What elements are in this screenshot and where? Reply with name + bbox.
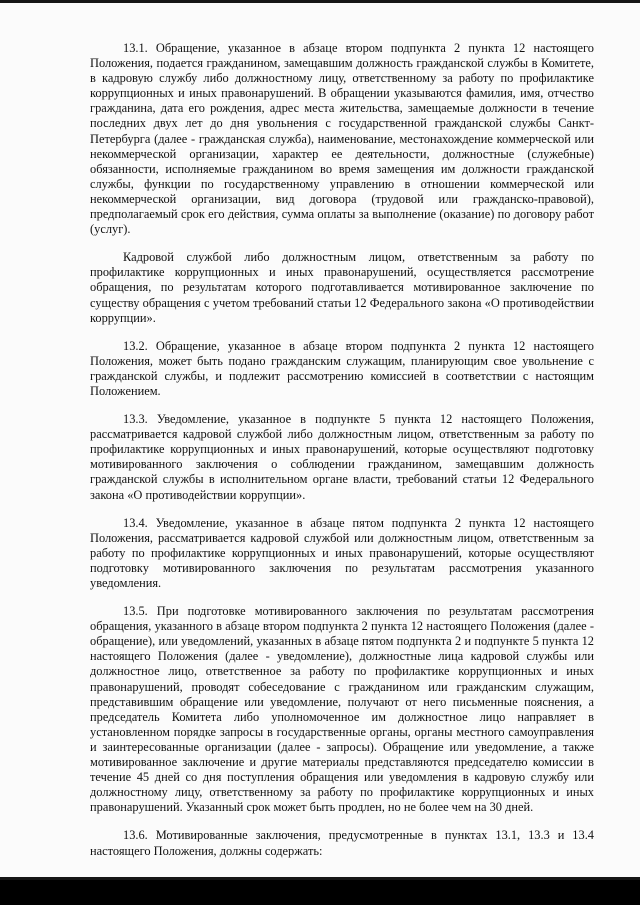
paragraph-13-6: 13.6. Мотивированные заключения, предусмотренные в пунктах 13.1, 13.3 и 13.4 настоящего Положения, должны содержать: <box>90 828 594 858</box>
scan-edge-top <box>0 0 640 3</box>
scan-edge-bottom <box>0 877 640 880</box>
document-body <box>90 41 594 859</box>
paragraph-13-3: 13.3. Уведомление, указанное в подпункте 5 пункта 12 настоящего Положения, рассматривается кадровой службой либо должностным лицом, ответственным за работу по профилактике коррупционных и иных правонарушений, которые осуществляют подготовку мотивированного заключения о соблюдении гражданином, замещавшим должность гражданской службы в исполнительном органе власти, требований статьи 12 Федерального закона «О противодействии коррупции». <box>90 412 594 502</box>
paragraph-13-5: 13.5. При подготовке мотивированного заключения по результатам рассмотрения обращения, указанного в абзаце втором подпункта 2 пункта 12 настоящего Положения (далее - обращение), или уведомлений, указанных в абзаце пятом подпункта 2 и подпункте 5 пункта 12 настоящего Положения (далее - уведомление), должностные лица кадровой службы или должностное лицо, ответственное за работу по профилактике коррупционных и иных правонарушений, проводят собеседование с гражданином или гражданским служащим, представившим обращение или уведомление, получают от него письменные пояснения, а председатель Комитета либо уполномоченное им должностное лицо направляет в установленном порядке запросы в государственные органы, органы местного самоуправления и заинтересованные организации (далее - запросы). Обращение или уведомление, а также мотивированное заключение и другие материалы представляются председателю комиссии в течение 45 дней со дня поступления обращения или уведомления в кадровую службу или должностному лицу, ответственному за работу по профилактике коррупционных и иных правонарушений. Указанный срок может быть продлен, но не более чем на 30 дней. <box>90 604 594 815</box>
paragraph-13-1: 13.1. Обращение, указанное в абзаце втором подпункта 2 пункта 12 настоящего Положения, подается гражданином, замещавшим должность гражданской службы в Комитете, в кадровую службу либо должностному лицу, ответственному за работу по профилактике коррупционных и иных правонарушений. В обращении указываются фамилия, имя, отчество гражданина, дата его рождения, адрес места жительства, замещаемые должности в течение последних двух лет до дня увольнения с государственной гражданской службы Санкт-Петербурга (далее - гражданская служба), наименование, местонахождение коммерческой или некоммерческой организации, характер ее деятельности, должностные (служебные) обязанности, исполняемые гражданином во время замещения им должности гражданской службы, функции по государственному управлению в отношении коммерческой или некоммерческой организации, вид договора (трудовой или гражданско-правовой), предполагаемый срок его действия, сумма оплаты за выполнение (оказание) по договору работ (услуг). <box>90 41 594 237</box>
paragraph-13-1-continued: Кадровой службой либо должностным лицом, ответственным за работу по профилактике коррупционных и иных правонарушений, осуществляется рассмотрение обращения, по результатам которого подготавливается мотивированное заключение по существу обращения с учетом требований статьи 12 Федерального закона «О противодействии коррупции». <box>90 250 594 325</box>
paragraph-13-4: 13.4. Уведомление, указанное в абзаце пятом подпункта 2 пункта 12 настоящего Положения, рассматривается кадровой службой или должностным лицом, ответственным за работу по профилактике коррупционных и иных правонарушений, которые осуществляют подготовку мотивированного заключения по результатам рассмотрения указанного уведомления. <box>90 515 594 590</box>
paragraph-13-2: 13.2. Обращение, указанное в абзаце втором подпункта 2 пункта 12 настоящего Положения, может быть подано гражданским служащим, планирующим свое увольнение с гражданской службы, и подлежит рассмотрению комиссией в соответствии с настоящим Положением. <box>90 338 594 398</box>
